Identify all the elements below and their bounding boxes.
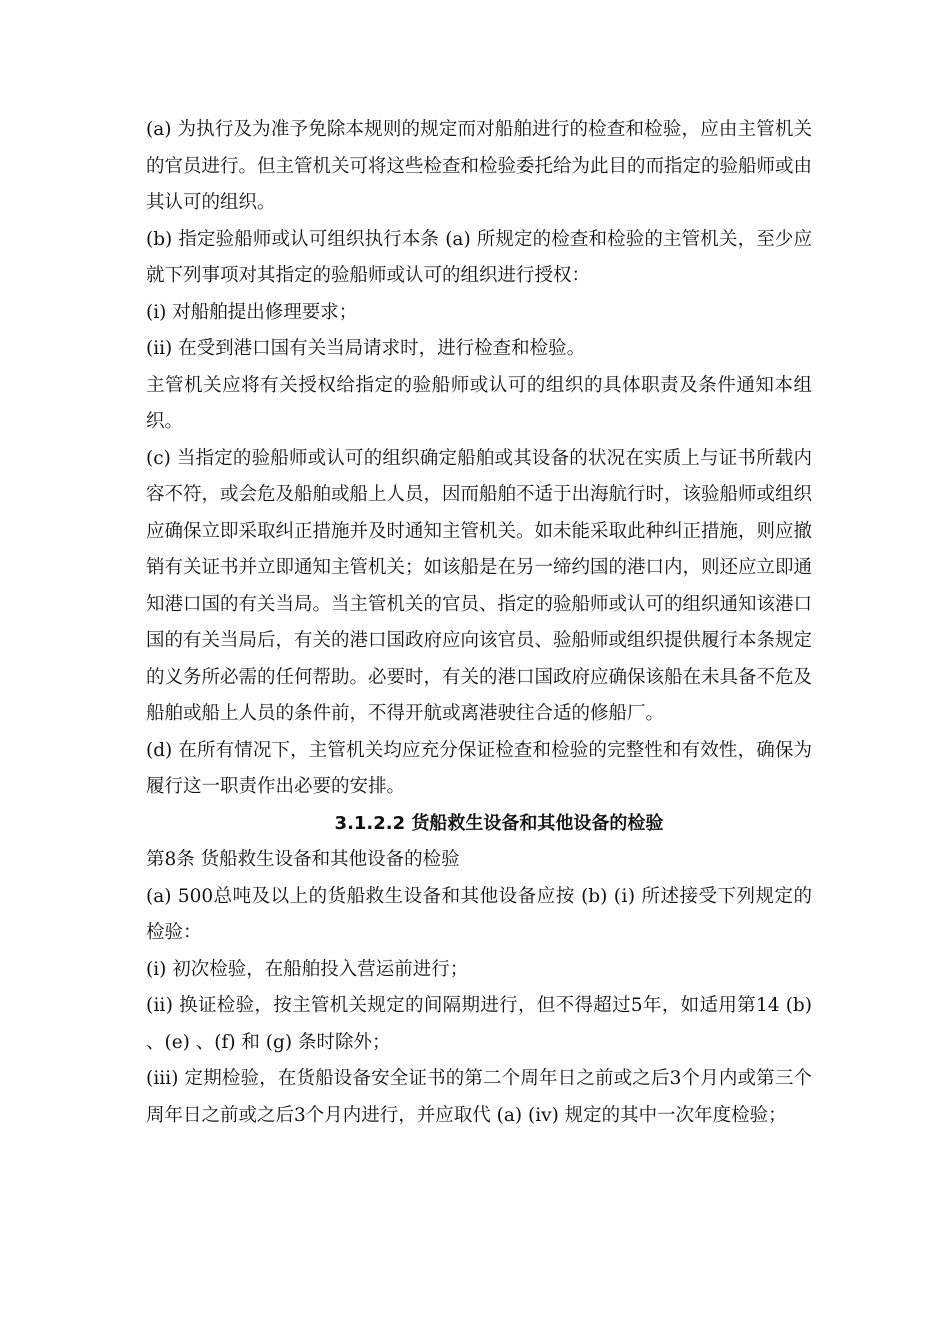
paragraph-b-ii: (ⅱ) 在受到港口国有关当局请求时，进行检查和检验。 xyxy=(146,338,586,359)
section-heading: 3.1.2.2 货船救生设备和其他设备的检验 xyxy=(334,812,664,834)
article-item-ii: (ⅱ) 换证检验，按主管机关规定的间隔期进行，但不得超过5年，如适用第14 (b) 、(e) 、(f) 和 (g) 条时除外； xyxy=(146,995,812,1053)
paragraph-b-i: (ⅰ) 对船舶提出修理要求； xyxy=(146,301,358,323)
paragraph-c: (c) 当指定的验船师或认可的组织确定船舶或其设备的状况在实质上与证书所载内容不符，或会危及船舶或船上人员，因而船舶不适于出海航行时，该验船师或组织应确保立即采取纠正措施并及时通知主管机关。如未能采取此种纠正措施，则应撤销有关证书并立即通知主管机关；如该船是在另一缔约国的港口内，则还应立即通知港口国的有关当局。当主管机关的官员、指定的验船师或认可的组织通知该港口国的有关当局后，有关的港口国政府应向该官员、验船师或组织提供履行本条规定的义务所必需的任何帮助。必要时，有关的港口国政府应确保该船在未具备不危及船舶或船上人员的条件前，不得开航或离港驶往合适的修船厂。 xyxy=(146,447,813,724)
article-title: 第8条 货船救生设备和其他设备的检验 xyxy=(146,849,460,870)
paragraph-d: (d) 在所有情况下，主管机关均应充分保证检查和检验的完整性和有效性，确保为履行这一职责作出必要的安排。 xyxy=(146,739,812,797)
paragraph-b: (b) 指定验船师或认可组织执行本条 (a) 所规定的检查和检验的主管机关，至少应就下列事项对其指定的验船师或认可的组织进行授权： xyxy=(146,228,812,286)
article-item-iii: (ⅲ) 定期检验，在货船设备安全证书的第二个周年日之前或之后3个月内或第三个周年日之前或之后3个月内进行，并应取代 (a) (ⅳ) 规定的其中一次年度检验； xyxy=(146,1068,812,1126)
paragraph-a: (a) 为执行及为准予免除本规则的规定而对船舶进行的检查和检验，应由主管机关的官员进行。但主管机关可将这些检查和检验委托给为此目的而指定的验船师或由其认可的组织。 xyxy=(146,119,813,213)
document-body xyxy=(146,112,812,1134)
article-paragraph-a: (a) 500总吨及以上的货船救生设备和其他设备应按 (b) (ⅰ) 所述接受下列规定的检验： xyxy=(146,885,812,943)
paragraph-notify: 主管机关应将有关授权给指定的验船师或认可的组织的具体职责及条件通知本组织。 xyxy=(146,374,812,432)
article-item-i: (ⅰ) 初次检验，在船舶投入营运前进行； xyxy=(146,958,469,980)
